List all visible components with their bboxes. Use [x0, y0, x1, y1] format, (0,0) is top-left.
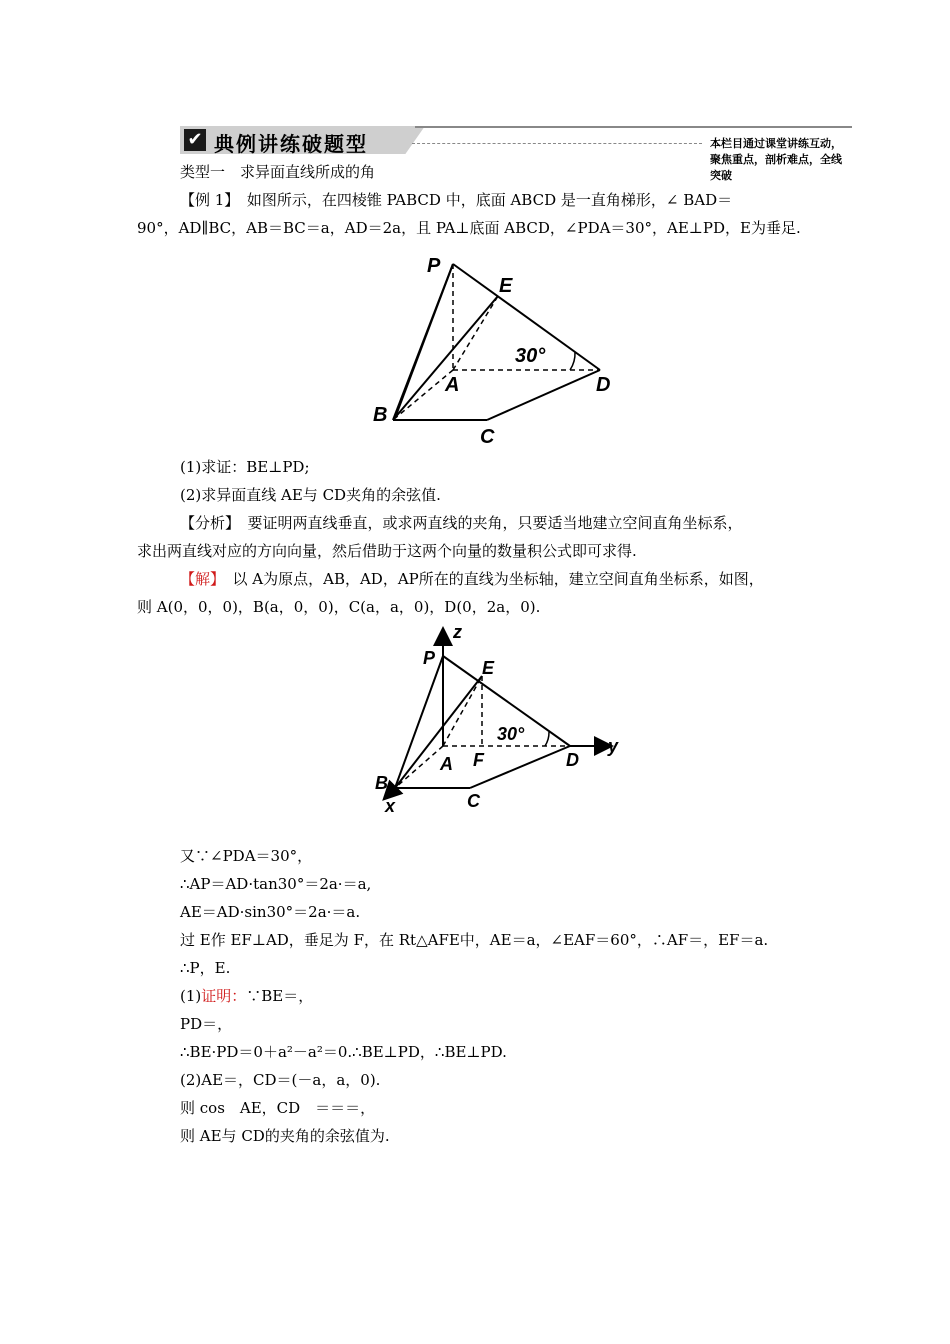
step-line-1: 又∵∠PDA＝30°， [180, 847, 313, 865]
edge-ae [443, 676, 482, 746]
step-line-3: AE＝AD·sin30°＝2a·＝a. [180, 903, 361, 921]
label-b: B [375, 773, 388, 793]
example-line-2: 90°，AD∥BC，AB＝BC＝a，AD＝2a，且 PA⊥底面 ABCD，∠PDA＝30°，AE⊥PD，E为垂足. [137, 219, 801, 237]
banner-title: 典例讲练破题型 [214, 132, 368, 156]
solution-label: 【解】 [180, 570, 218, 588]
label-p: P [427, 255, 441, 277]
section-title: 类型一 求异面直线所成的角 [180, 163, 376, 181]
label-d: D [566, 750, 579, 770]
label-y: y [608, 736, 619, 756]
label-e: E [499, 275, 513, 297]
proof-line-1 [180, 986, 313, 1006]
analysis-line-2: 求出两直线对应的方向向量，然后借助于这两个向量的数量积公式即可求得. [137, 542, 637, 560]
step-line-4: 过 E作 EF⊥AD，垂足为 F，在 Rt△AFE中，AE＝a，∠EAF＝60°，∴AF＝，EF＝a. [180, 931, 769, 949]
proof-line-2: PD＝， [180, 1015, 233, 1033]
label-p: P [423, 648, 436, 668]
banner-dashed-line [412, 143, 702, 144]
proof-prefix: (1) [180, 987, 202, 1005]
label-f: F [473, 750, 484, 770]
angle-label: 30° [497, 724, 525, 744]
edge-pb [395, 656, 443, 788]
edge-be [393, 296, 498, 420]
analysis-label: 【分析】 [180, 514, 233, 532]
question-2: (2)求异面直线 AE与 CD夹角的余弦值. [180, 486, 441, 504]
solution-line-1 [180, 569, 764, 589]
coordinate-figure [365, 622, 635, 818]
banner-rule [415, 126, 852, 128]
edge-cd [470, 746, 570, 788]
angle-label: 30° [515, 345, 546, 367]
edge-cd [487, 370, 600, 420]
label-e: E [482, 658, 495, 678]
label-x: x [385, 796, 396, 816]
label-c: C [480, 426, 495, 448]
label-c: C [467, 791, 480, 811]
angle-arc [570, 352, 575, 370]
label-b: B [373, 404, 388, 426]
label-a: A [445, 374, 460, 396]
part2-line-1: (2)AE＝，CD＝(－a，a，0). [180, 1071, 381, 1089]
part2-line-2: 则 cos AE，CD ＝＝＝， [180, 1099, 376, 1117]
checkmark-icon: ✔ [184, 129, 206, 151]
example-line-1 [180, 190, 732, 210]
pyramid-figure [365, 250, 625, 450]
angle-arc [545, 732, 549, 746]
edge-ae [453, 296, 498, 370]
step-line-2: ∴AP＝AD·tan30°＝2a·＝a, [180, 875, 372, 893]
proof-label: 证明： [201, 987, 247, 1005]
analysis-line-1 [180, 513, 743, 533]
edge-be [395, 676, 482, 788]
solution-text-1: 以 A为原点，AB，AD，AP所在的直线为坐标轴，建立空间直角坐标系，如图， [217, 570, 764, 588]
question-1: (1)求证：BE⊥PD; [180, 458, 310, 476]
label-d: D [596, 374, 611, 396]
part2-line-3: 则 AE与 CD的夹角的余弦值为. [180, 1127, 390, 1145]
label-a: A [440, 754, 453, 774]
analysis-text-1: 要证明两直线垂直，或求两直线的夹角，只要适当地建立空间直角坐标系， [232, 514, 743, 532]
banner-subtitle: 本栏目通过课堂讲练互动，聚焦重点，剖析难点，全线突破 [710, 137, 842, 182]
proof-text-1: ∵BE＝， [246, 987, 314, 1005]
solution-line-2: 则 A(0，0，0)，B(a，0，0)，C(a，a，0)，D(0，2a，0). [137, 598, 541, 616]
step-line-5: ∴P，E. [180, 959, 231, 977]
label-z: z [453, 622, 462, 642]
proof-line-3: ∴BE·PD＝0＋a²－a²＝0.∴BE⊥PD，∴BE⊥PD. [180, 1043, 507, 1061]
example-label: 【例 1】 [180, 191, 232, 209]
example-text-1: 如图所示，在四棱锥 PABCD 中，底面 ABCD 是一直角梯形，∠ BAD＝ [231, 191, 733, 209]
